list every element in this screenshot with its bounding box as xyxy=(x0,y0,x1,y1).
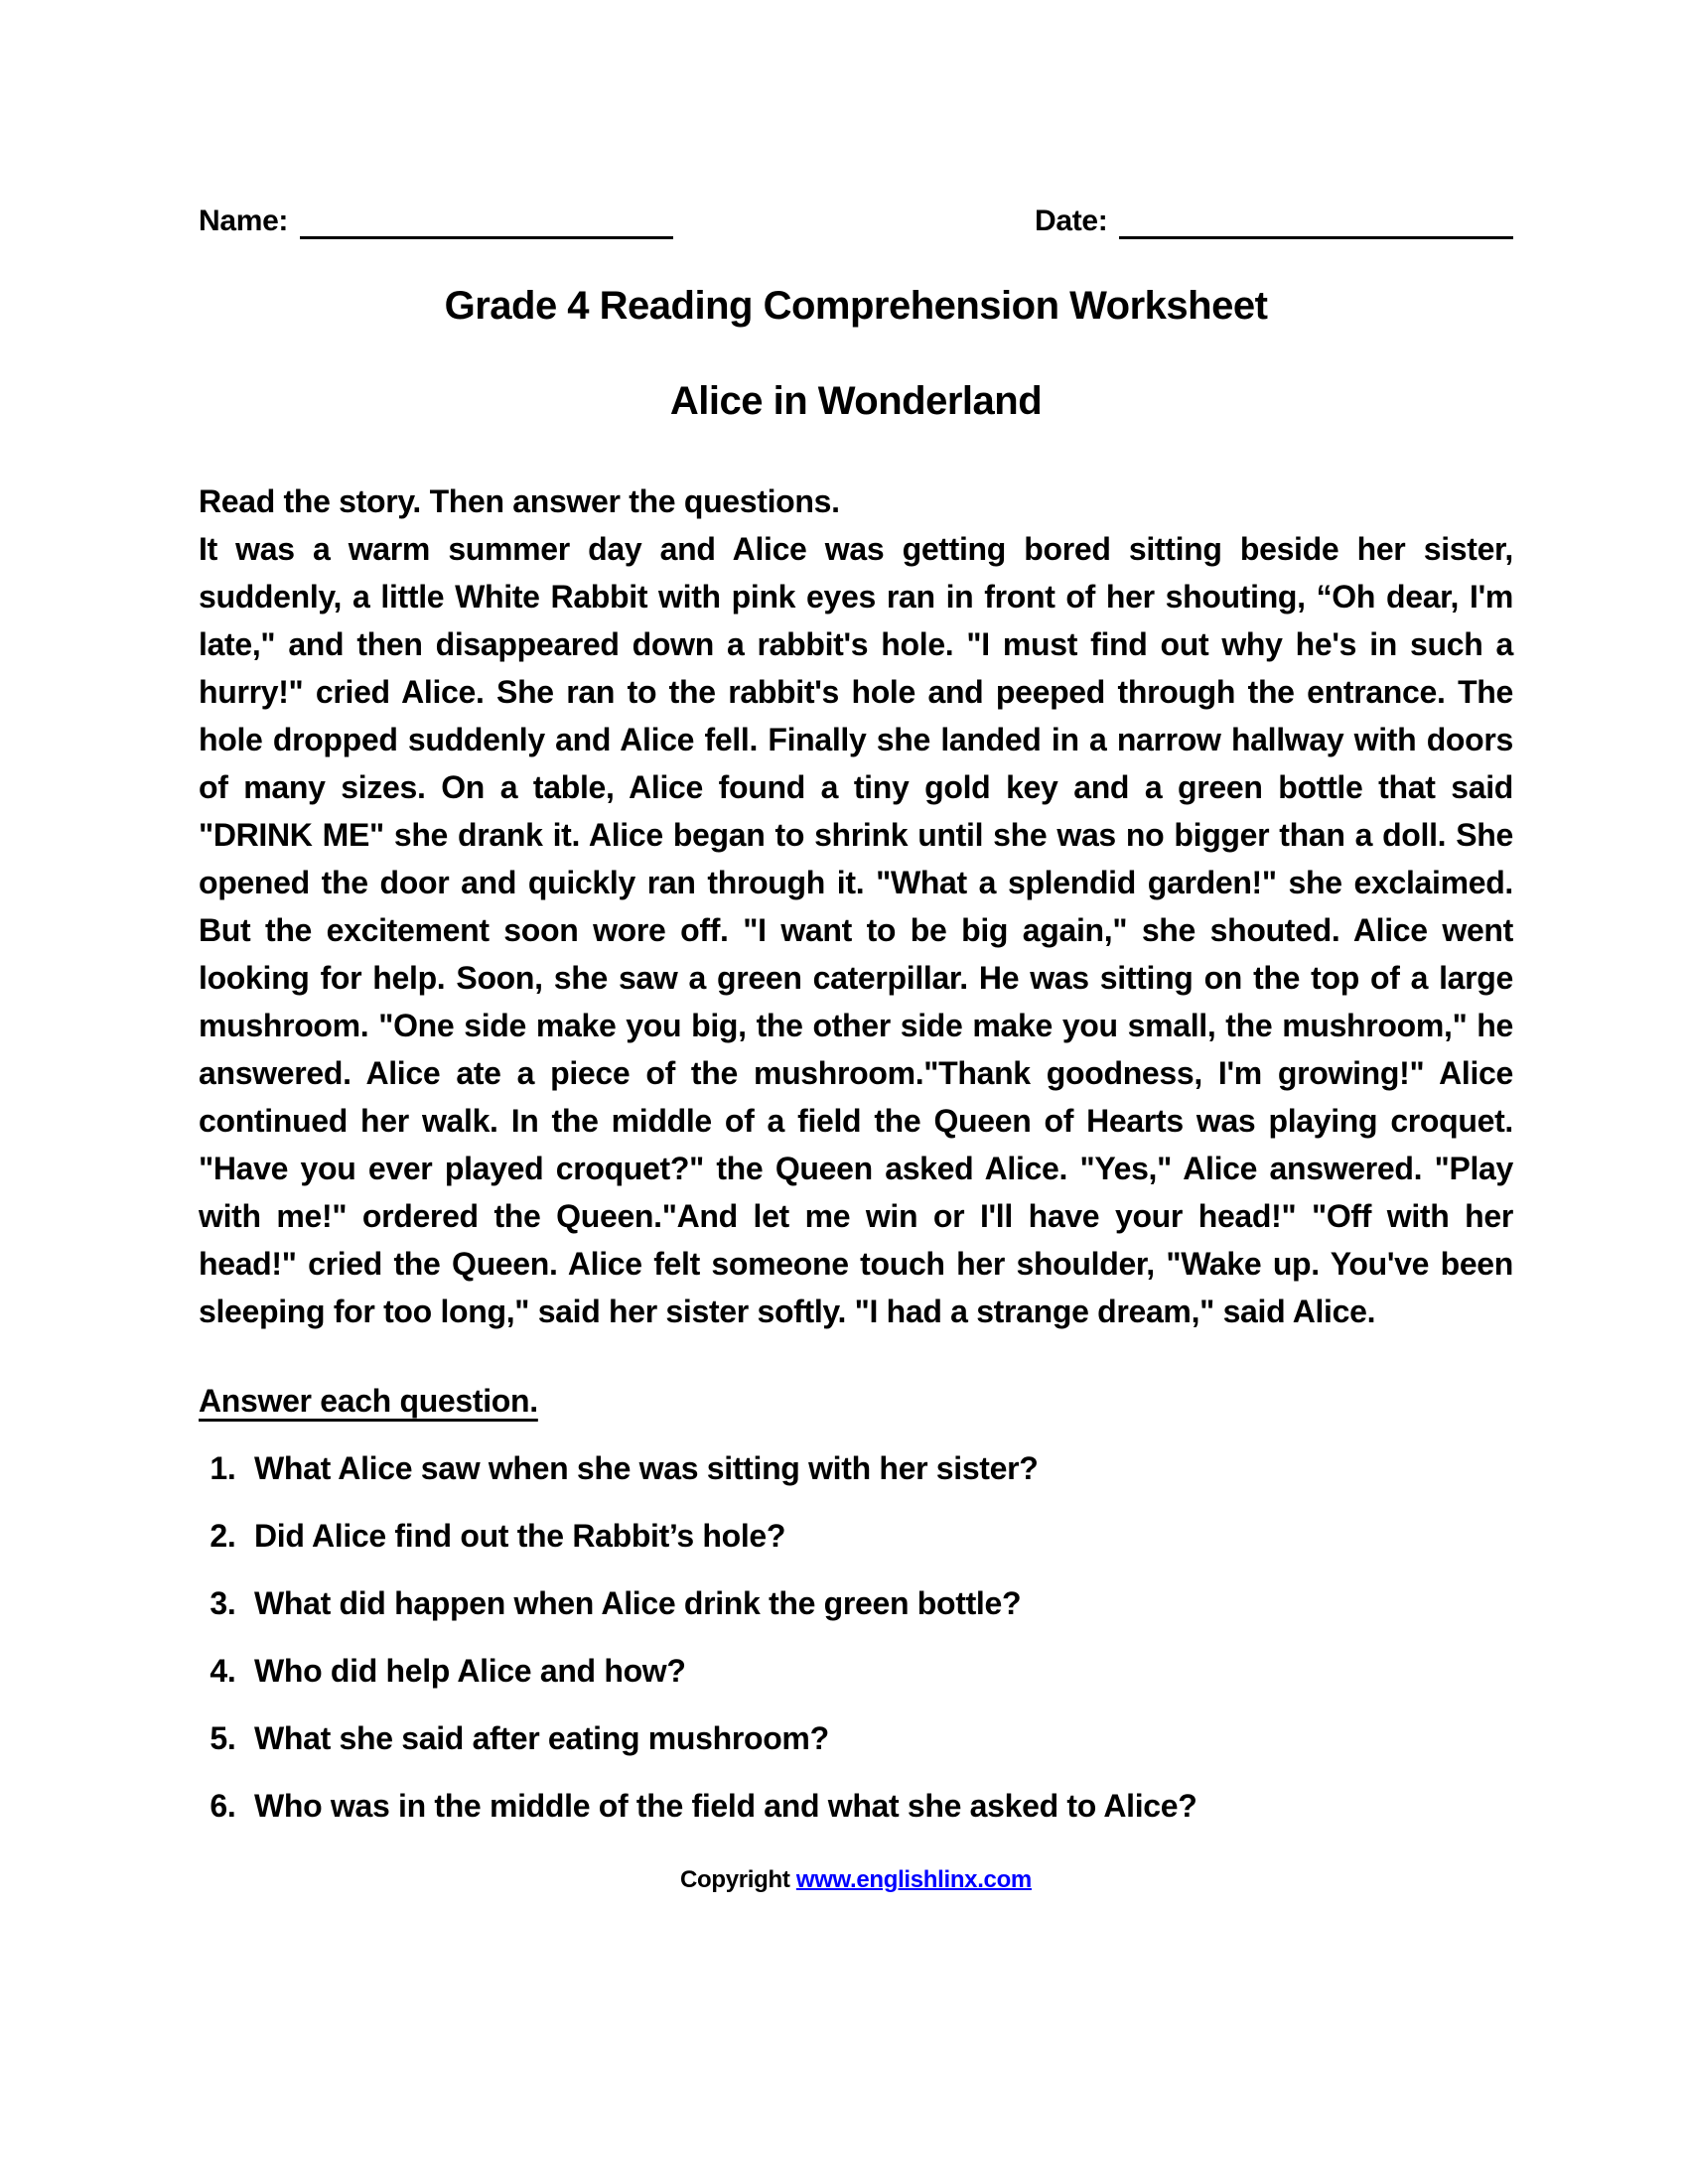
name-label: Name: xyxy=(199,205,289,237)
name-blank-line xyxy=(300,205,673,239)
footer xyxy=(199,1865,1513,1895)
header-row xyxy=(199,204,1513,239)
copyright-link[interactable]: www.englishlinx.com xyxy=(795,1866,1032,1893)
question-item-2: 2. Did Alice find out the Rabbit’s hole? xyxy=(244,1512,1513,1560)
question-item-6: 6. Who was in the middle of the field and what she asked to Alice? xyxy=(244,1782,1513,1830)
copyright-label: Copyright xyxy=(680,1866,790,1893)
question-item-3: 3. What did happen when Alice drink the green bottle? xyxy=(244,1579,1513,1627)
story-title: Alice in Wonderland xyxy=(669,379,1043,423)
name-field xyxy=(199,204,673,239)
story-text: It was a warm summer day and Alice was getting bored sitting beside her sister, suddenly, a little White Rabbit with pink eyes ran in front of her shouting, “Oh dear, I'm late," and then disappeared down a rabbit's hole. "I must find out why he's in such a hurry!" cried Alice. She ran to the rabbit's hole and peeped through the entrance. The hole dropped suddenly and Alice fell. Finally she landed in a narrow hallway with doors of many sizes. On a table, Alice found a tiny gold key and a green bottle that said "DRINK ME" she drank it. Alice began to shrink until she was no bigger than a doll. She opened the door and quickly ran through it. "What a splendid garden!" she exclaimed. But the excitement soon wore off. "I want to be big again," she shouted. Alice went looking for help. Soon, she saw a green caterpillar. He was sitting on the top of a large mushroom. "One side make you big, the other side make you small, the mushroom," he answered. Alice ate a piece of the mushroom."Thank goodness, I'm growing!" Alice continued her walk. In the middle of a field the Queen of Hearts was playing croquet. "Have you ever played croquet?" the Queen asked Alice. "Yes," Alice answered. "Play with me!" ordered the Queen."And let me win or I'll have your head!" "Off with her head!" cried the Queen. Alice felt someone touch her shoulder, "Wake up. You've been sleeping for too long," said her sister softly. "I had a strange dream," said Alice. xyxy=(199,531,1513,1329)
worksheet-title: Grade 4 Reading Comprehension Worksheet xyxy=(444,284,1268,328)
questions-header: Answer each question. xyxy=(199,1383,538,1419)
date-field xyxy=(1035,204,1513,239)
instructions-line: Read the story. Then answer the questions. xyxy=(199,483,840,519)
date-label: Date: xyxy=(1035,205,1108,237)
question-item-4: 4. Who did help Alice and how? xyxy=(244,1647,1513,1695)
question-item-1: 1. What Alice saw when she was sitting with her sister? xyxy=(244,1444,1513,1492)
questions-list xyxy=(199,1444,1513,1830)
question-item-5: 5. What she said after eating mushroom? xyxy=(244,1714,1513,1762)
date-blank-line xyxy=(1119,205,1513,239)
